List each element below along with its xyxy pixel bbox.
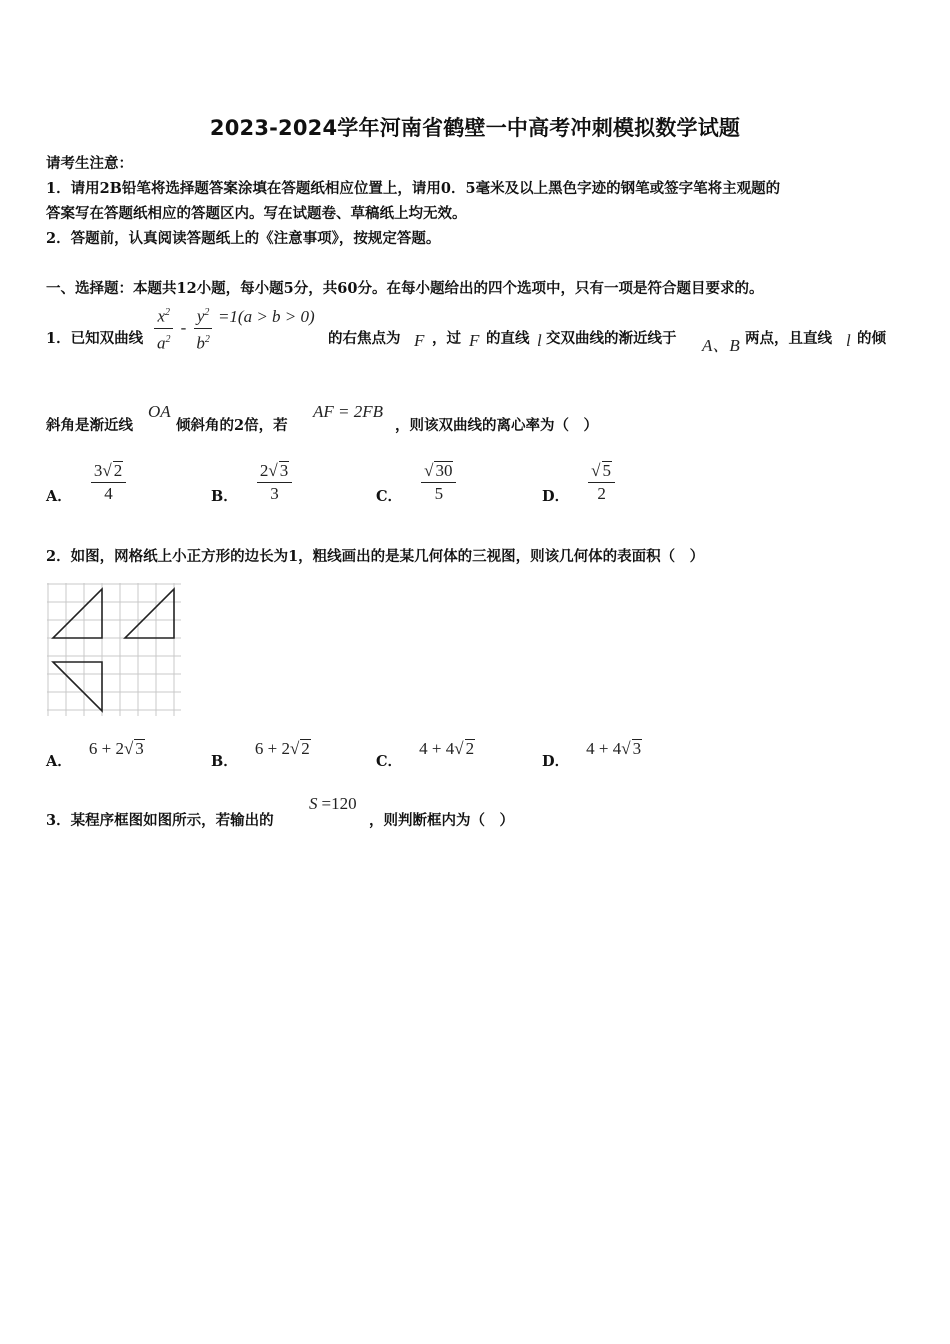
q1-text-3: ，过 bbox=[432, 330, 461, 347]
q1-points-AB: A、B bbox=[702, 336, 740, 355]
q1-vector-condition: AF = 2FB bbox=[313, 402, 384, 421]
q1-focus-F: F bbox=[414, 331, 425, 350]
q1-text-7: 的倾 bbox=[857, 330, 886, 347]
q1-option-c: C． $\frac{√ 30}{5}$ bbox=[376, 460, 456, 505]
page-title: 2023-2024学年河南省鹤壁一中高考冲刺模拟数学试题 bbox=[209, 116, 741, 140]
notice-heading: 请考生注意： bbox=[46, 155, 133, 172]
q1-line-l-2: l bbox=[846, 331, 851, 350]
q2-option-d: D． 4 + 4√ 3 bbox=[542, 739, 642, 770]
q1-text-2: 的右焦点为 bbox=[328, 330, 401, 347]
q1-text-8: 斜角是渐近线 bbox=[46, 417, 133, 434]
q1-option-a: A． $\frac{3√ 2}{4}$ bbox=[46, 460, 126, 505]
q1-option-d: D． $\frac{√ 5}{2}$ bbox=[542, 460, 615, 505]
notice-1-line-2: 答案写在答题纸相应的答题区内。写在试题卷、草稿纸上均无效。 bbox=[46, 205, 467, 222]
q1-asymptote-OA: OA bbox=[148, 402, 171, 421]
front-view-triangle bbox=[53, 589, 102, 638]
notice-2: 2．答题前，认真阅读答题纸上的《注意事项》，按规定答题。 bbox=[46, 230, 441, 247]
top-view-triangle bbox=[53, 662, 102, 711]
q1-text-9: 倾斜角的2倍，若 bbox=[176, 417, 288, 434]
q1-text-10: ，则该双曲线的离心率为（ ） bbox=[395, 417, 598, 434]
three-view-diagram bbox=[44, 580, 184, 720]
q2-option-c: C． 4 + 4√ 2 bbox=[376, 739, 475, 770]
q1-text-4: 的直线 bbox=[486, 330, 530, 347]
q3-text-1: 3．某程序框图如图所示，若输出的 bbox=[46, 812, 274, 829]
q3-output-S: S =120 bbox=[309, 794, 357, 813]
q1-option-b: B． $\frac{2√ 3}{3}$ bbox=[211, 460, 292, 505]
q2-option-a: A． 6 + 2√ 3 bbox=[46, 739, 144, 770]
side-view-triangle bbox=[125, 589, 174, 638]
q1-text-6: 两点，且直线 bbox=[745, 330, 832, 347]
q3-text-2: ，则判断框内为（ ） bbox=[369, 812, 514, 829]
section-heading: 一、选择题：本题共12小题，每小题5分，共60分。在每小题给出的四个选项中，只有一项是符合题目要求的。 bbox=[46, 280, 764, 297]
q2-text: 2．如图，网格纸上小正方形的边长为1，粗线画出的是某几何体的三视图，则该几何体的表面积（ ） bbox=[46, 548, 705, 565]
q1-text-5: 交双曲线的渐近线于 bbox=[546, 330, 677, 347]
q1-line-l: l bbox=[537, 331, 542, 350]
notice-1-line-1: 1．请用2B铅笔将选择题答案涂填在答题纸相应位置上，请用0．5毫米及以上黑色字迹的钢笔或签字笔将主观题的 bbox=[46, 180, 781, 197]
q1-hyperbola-equation: $\frac{x^2}{a^2}$ - $\frac{y^2}{b^2}$ =1(a > b > 0) bbox=[154, 302, 315, 354]
q2-option-b: B． 6 + 2√ 2 bbox=[211, 739, 310, 770]
q1-focus-F-2: F bbox=[469, 331, 480, 350]
q1-text-1: 1．已知双曲线 bbox=[46, 330, 144, 347]
